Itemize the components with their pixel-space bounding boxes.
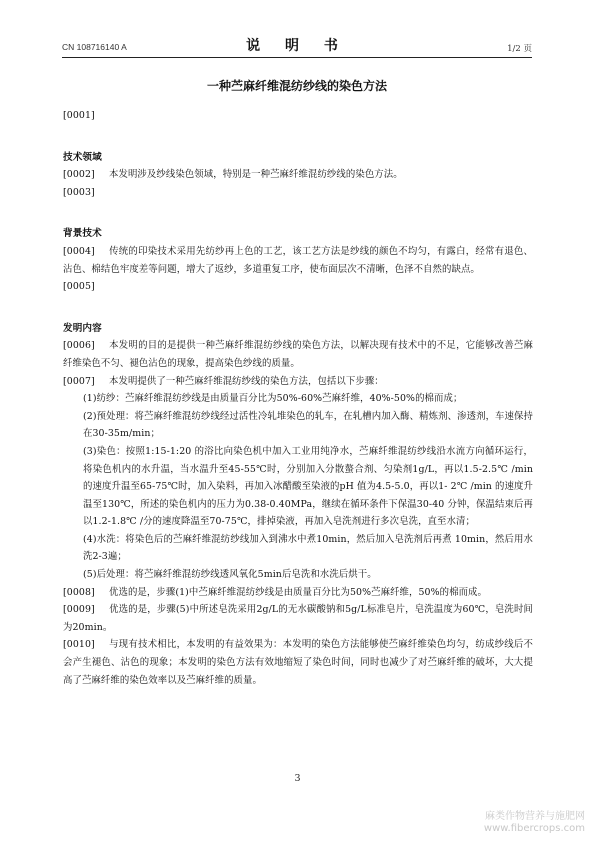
paragraph-0004 [63, 243, 533, 278]
paragraph-0010 [63, 636, 533, 689]
paragraph-0002 [63, 166, 533, 184]
paragraph-number: [0008] [63, 586, 95, 598]
paragraph-0006 [63, 337, 533, 372]
paragraph-0007 [63, 373, 533, 391]
section-heading-invention: 发明内容 [63, 322, 102, 334]
page-header [62, 34, 532, 56]
paragraph-0003 [63, 184, 533, 202]
paragraph-number: [0005] [63, 281, 95, 293]
document-title: 一种苎麻纤维混纺纱线的染色方法 [206, 79, 387, 93]
step-5-post-treatment: (5)后处理：将苎麻纤维混纺纱线透风氧化5min后皂洗和水洗后烘干。 [83, 569, 377, 581]
step-4-washing: (4)水洗：将染色后的苎麻纤维混纺纱线加入到沸水中煮10min，然后加入皂洗剂后再煮 10min，然后用水洗2-3遍； [83, 533, 533, 563]
watermark-site-name: 麻类作物营养与施肥网 [485, 811, 585, 822]
paragraph-0009 [63, 601, 533, 636]
paragraph-number: [0006] [63, 340, 95, 352]
patent-number: CN 108716140 A [62, 42, 127, 52]
step-3-dyeing: (3)染色：按照1:15-1:20 的浴比向染色机中加入工业用纯净水，苎麻纤维混纺纱线沿水流方向循环运行，将染色机内的水升温，当水温升至45-55℃时，分别加入分散螯合剂、匀染剂1g/L，再以1.5-2.5℃ /min 的速度升温至65-75℃时，加入染料，再加入冰醋酸至染液的pH 值为4.5-5.0，再以1- 2℃ /min 的速度升温至130℃，所述的染色机内的压力为0.38-0.40MPa，继续在循环条件下保温30-40 分钟，保温结束后再以1.2-1.8℃ /分的速度降温至70-75℃，排掉染液，再加入皂洗剂进行多次皂洗，直至水清； [83, 445, 533, 528]
paragraph-0001 [63, 107, 533, 125]
paragraph-text: 本发明涉及纱线染色领域，特别是一种苎麻纤维混纺纱线的染色方法。 [109, 169, 403, 181]
page-indicator: 1/2 页 [507, 44, 532, 54]
paragraph-text: 本发明提供了一种苎麻纤维混纺纱线的染色方法，包括以下步骤： [109, 375, 384, 387]
paragraph-number: [0001] [63, 110, 95, 121]
paragraph-text: 传统的印染技术采用先纺纱再上色的工艺，该工艺方法是纱线的颜色不均匀，有露白，经常有退色、沾色、棉结色牢度差等问题，增大了返纱，多道重复工序，使布面层次不清晰，色泽不自然的缺点。 [63, 245, 533, 275]
site-watermark [484, 811, 585, 835]
paragraph-number: [0007] [63, 375, 95, 387]
paragraph-text: 优选的是，步骤(1)中苎麻纤维混纺纱线是由质量百分比为50%苎麻纤维，50%的棉而成。 [109, 586, 488, 598]
paragraph-0008 [63, 584, 533, 602]
section-heading-technical-field: 技术领域 [63, 151, 102, 163]
paragraph-number: [0010] [63, 639, 95, 651]
paragraph-text: 优选的是，步骤(5)中所述皂洗采用2g/L的无水碳酸钠和5g/L标准皂片，皂洗温度为60℃，皂洗时间为20min。 [63, 604, 533, 633]
header-divider [62, 57, 532, 58]
paragraph-number: [0002] [63, 169, 95, 181]
paragraph-number: [0003] [63, 186, 95, 198]
document-type: 说 明 书 [246, 38, 348, 54]
paragraph-text: 与现有技术相比，本发明的有益效果为：本发明的染色方法能够使苎麻纤维染色均匀，纺成纱线后不会产生褪色、沾色的现象；本发明的染色方法有效地缩短了染色时间，同时也减少了对苎麻纤维的破坏，大大提高了苎麻纤维的染色效率以及苎麻纤维的质量。 [63, 639, 533, 686]
section-heading-background: 背景技术 [63, 228, 102, 240]
paragraph-number: [0004] [63, 245, 95, 257]
step-1-spinning: (1)纺纱：苎麻纤维混纺纱线是由质量百分比为50%-60%苎麻纤维，40%-50%的棉而成； [83, 393, 463, 405]
paragraph-0005 [63, 278, 533, 296]
page-number: 3 [294, 773, 301, 784]
document-body [63, 107, 533, 689]
step-2-pretreatment: (2)预处理：将苎麻纤维混纺纱线经过活性冷轧堆染色的轧车，在轧槽内加入酶、精炼剂、渗透剂，车速保持在30-35m/min； [83, 410, 533, 440]
paragraph-text: 本发明的目的是提供一种苎麻纤维混纺纱线的染色方法，以解决现有技术中的不足，它能够改善苎麻纤维染色不匀、褪色沾色的现象，提高染色纱线的质量。 [63, 340, 533, 369]
paragraph-number: [0009] [63, 604, 95, 616]
watermark-url: www.fibercrops.com [483, 823, 585, 834]
